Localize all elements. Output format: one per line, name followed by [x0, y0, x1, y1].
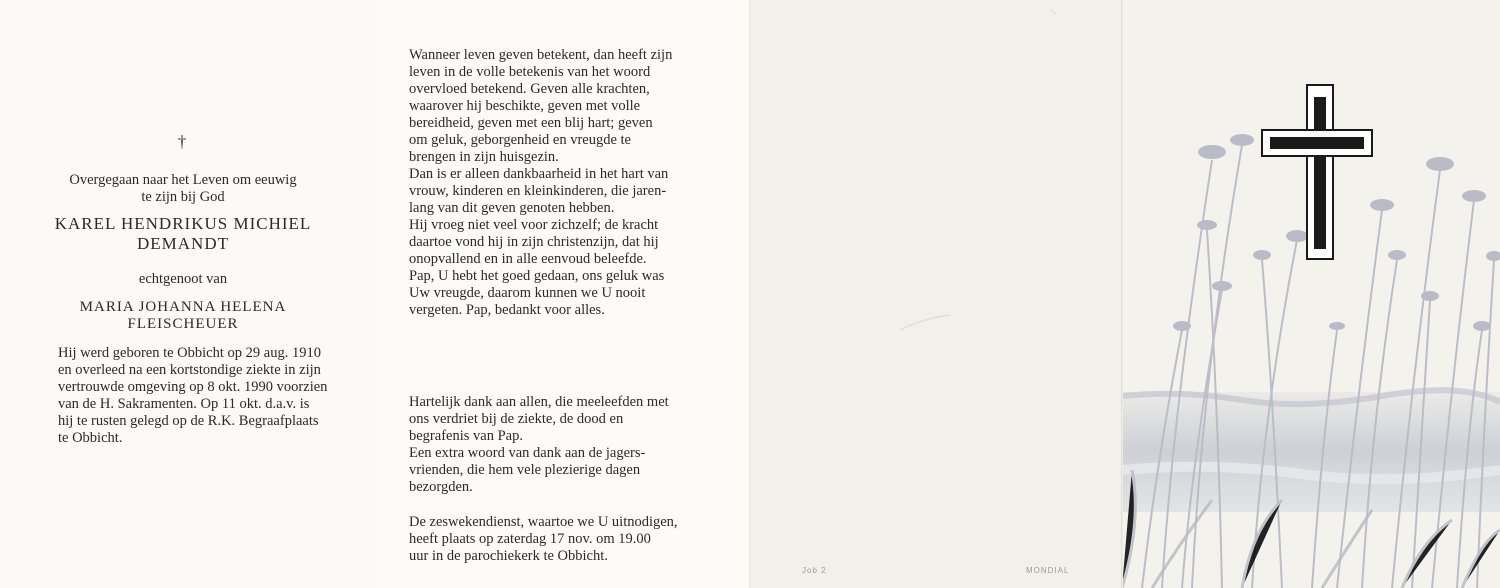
landscape-illustration — [1122, 0, 1500, 588]
poem-line: waarover hij beschikte, geven met volle — [409, 98, 641, 114]
thanks-line: vrienden, die hem vele plezierige dagen — [409, 462, 641, 478]
poem-line: daartoe vond hij in zijn christenzijn, dat hij — [409, 234, 659, 250]
fold-line — [749, 0, 751, 588]
poem-line: leven in de volle betekenis van het woord — [409, 64, 651, 80]
spouse-name-line: FLEISCHEUER — [127, 316, 239, 332]
announcement-panel — [0, 0, 376, 588]
back-cover-panel — [750, 0, 1122, 588]
service-line: De zeswekendienst, waartoe we U uitnodigen, — [409, 514, 678, 530]
poem-line: overvloed betekend. Geven alle krachten, — [409, 81, 650, 97]
name-line: DEMANDT — [137, 234, 229, 253]
poem-line: Uw vreugde, daarom kunnen we U nooit — [409, 285, 646, 301]
name-line: KAREL HENDRIKUS MICHIEL — [54, 214, 312, 233]
cross-icon — [1262, 85, 1372, 259]
front-cover-panel — [1122, 0, 1500, 588]
poem-line: onopvallend en in alle eenvoud beleefde. — [409, 251, 647, 267]
thanks-text — [409, 394, 719, 496]
thanks-line: Hartelijk dank aan allen, die meeleefden met — [409, 394, 669, 410]
bio-line: te Obbicht. — [58, 430, 123, 446]
poem-line: vergeten. Pap, bedankt voor alles. — [409, 302, 605, 318]
thanks-line: ons verdriet bij de ziekte, de dood en — [409, 411, 624, 427]
intro-line: Overgegaan naar het Leven om eeuwig — [69, 172, 297, 188]
deceased-name — [30, 214, 336, 254]
service-line: heeft plaats op zaterdag 17 nov. om 19.00 — [409, 531, 651, 547]
memorial-poem — [409, 47, 719, 319]
poem-line: bereidheid, geven met een blij hart; geven — [409, 115, 653, 131]
intro-text — [40, 172, 326, 206]
spouse-name-line: MARIA JOHANNA HELENA — [79, 299, 287, 315]
spouse-name — [40, 299, 326, 333]
poem-line: lang van dit geven genoten hebben. — [409, 200, 615, 216]
poem-line: brengen in zijn huisgezin. — [409, 149, 559, 165]
imprint-mondial: MONDIAL — [1026, 566, 1070, 575]
biography — [58, 345, 332, 447]
bio-line: hij te rusten gelegd op de R.K. Begraafplaats — [58, 413, 319, 429]
poem-line: Dan is er alleen dankbaarheid in het hart van — [409, 166, 669, 182]
poem-line: Pap, U hebt het goed gedaan, ons geluk was — [409, 268, 665, 284]
thanks-line: Een extra woord van dank aan de jagers- — [409, 445, 646, 461]
bio-line: Hij werd geboren te Obbicht op 29 aug. 1910 — [58, 345, 321, 361]
fold-line — [1121, 0, 1123, 588]
thanks-line: begrafenis van Pap. — [409, 428, 523, 444]
bio-line: van de H. Sakramenten. Op 11 okt. d.a.v. is — [58, 396, 310, 412]
memorial-text-panel — [376, 0, 750, 588]
intro-line: te zijn bij God — [141, 189, 225, 205]
poem-line: Hij vroeg niet veel voor zichzelf; de kracht — [409, 217, 659, 233]
poem-line: Wanneer leven geven betekent, dan heeft zijn — [409, 47, 673, 63]
flower-heads — [1173, 134, 1500, 331]
thanks-line: bezorgden. — [409, 479, 473, 495]
cross-symbol: † — [177, 132, 187, 151]
bio-line: vertrouwde omgeving op 8 okt. 1990 voorzien — [58, 379, 328, 395]
poem-line: vrouw, kinderen en kleinkinderen, die jaren- — [409, 183, 667, 199]
paper-texture — [750, 0, 1122, 588]
service-announcement — [409, 514, 719, 565]
spouse-label: echtgenoot van — [138, 271, 228, 287]
imprint-job: Job 2 — [802, 566, 827, 575]
poem-line: om geluk, geborgenheid en vreugde te — [409, 132, 631, 148]
bio-line: en overleed na een kortstondige ziekte in zijn — [58, 362, 321, 378]
service-line: uur in de parochiekerk te Obbicht. — [409, 548, 608, 564]
